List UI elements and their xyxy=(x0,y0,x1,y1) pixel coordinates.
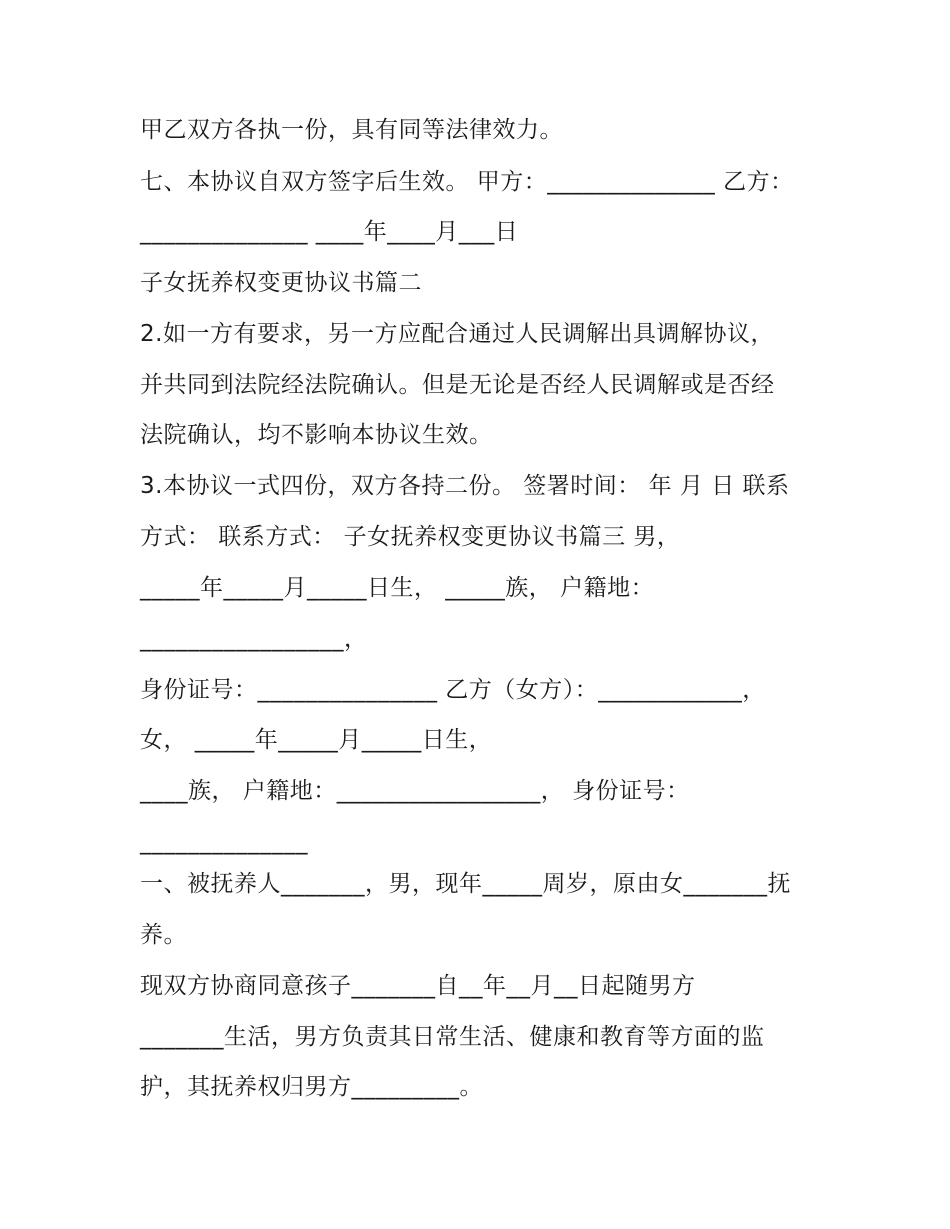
text-line: 方式： 联系方式： 子女抚养权变更协议书篇三 男， xyxy=(140,524,681,550)
text-line: 养。 xyxy=(140,922,187,948)
text-line: 法院确认，均不影响本协议生效。 xyxy=(140,422,493,448)
text-line: 2.如一方有要求，另一方应配合通过人民调解出具调解协议， xyxy=(140,321,774,347)
text-line: ______________ ____年____月___日 xyxy=(140,219,519,245)
text-line: 并共同到法院经法院确认。但是无论是否经人民调解或是否经 xyxy=(140,372,775,398)
text-line: ____族， 户籍地：_________________， 身份证号： xyxy=(140,778,690,804)
text-line: 七、本协议自双方签字后生效。 甲方：______________ 乙方： xyxy=(140,169,794,195)
section-heading: 子女抚养权变更协议书篇二 xyxy=(140,270,422,296)
text-line: 一、被抚养人_______，男，现年_____周岁，原由女_______抚 xyxy=(140,871,791,897)
text-line: 女， _____年_____月_____日生， xyxy=(140,727,493,753)
text-line: 3.本协议一式四份，双方各持二份。 签署时间： 年 月 日 联系 xyxy=(140,473,790,499)
text-line: _______生活，男方负责其日常生活、健康和教育等方面的监 xyxy=(140,1024,765,1050)
text-line: _________________， xyxy=(140,626,368,652)
text-line: 甲乙双方各执一份，具有同等法律效力。 xyxy=(140,117,563,143)
text-line: ______________ xyxy=(140,829,308,855)
text-line: 现双方协商同意孩子_______自__年__月__日起随男方 xyxy=(140,973,696,999)
text-line: _____年_____月_____日生， _____族， 户籍地： xyxy=(140,575,655,601)
text-line: 护，其抚养权归男方_________。 xyxy=(140,1074,483,1100)
text-line: 身份证号：_______________ 乙方（女方）：____________， xyxy=(140,677,766,703)
